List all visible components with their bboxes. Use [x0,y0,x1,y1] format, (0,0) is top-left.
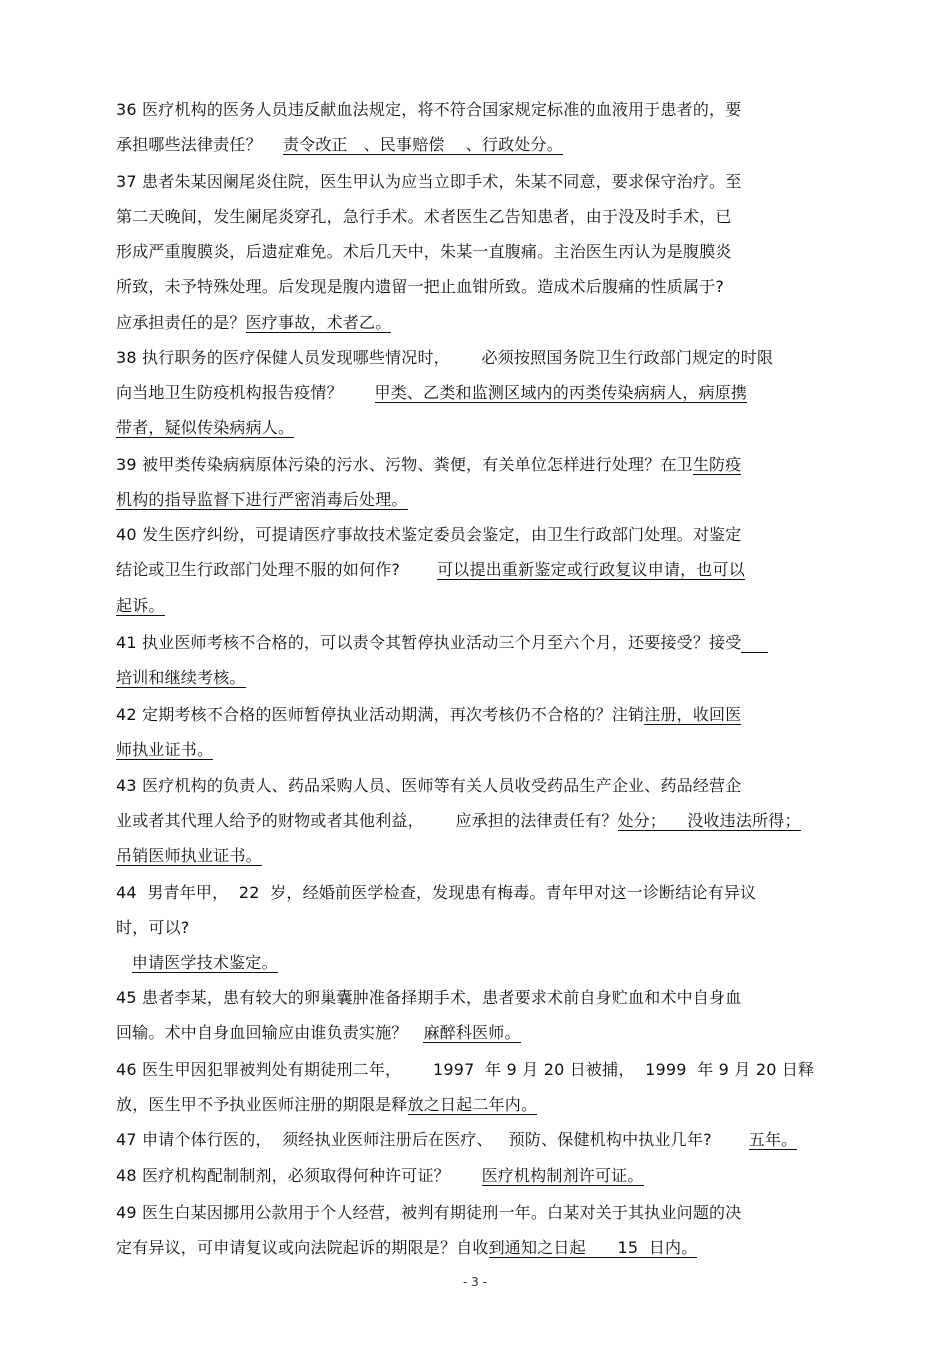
text-line [116,490,408,510]
text-line [116,242,732,262]
text-line [116,846,262,866]
answer-text: 医疗机构制剂许可证。 [481,1166,644,1185]
question-text: 结论或卫生行政部门处理不服的如何作? [116,560,438,579]
answer-text: 起诉。 [116,596,165,615]
text-line [116,596,165,616]
question-text: 48 医疗机构配制制剂，必须取得何种许可证？ [116,1166,482,1185]
text-line [116,1060,814,1080]
question-text: 时，可以? [116,918,190,937]
answer-text [741,633,767,653]
answer-text: 麻醉科医师。 [423,1023,521,1042]
question-text: 44 男青年甲， 22 岁，经婚前医学检查，发现患有梅毒。青年甲对这一诊断结论有异议 [116,883,757,902]
answer-text: 注册，收回医 [644,705,742,724]
question-text: 形成严重腹膜炎，后遗症难免。术后几天中，朱某一直腹痛。主治医生丙认为是腹膜炎 [116,242,732,261]
text-line [116,668,246,688]
text-line [116,560,745,580]
text-line [116,633,768,653]
text-line [116,1166,644,1186]
text-line [116,953,278,973]
text-line [116,1095,537,1115]
question-text: 第二天晚间，发生阑尾炎穿孔，急行手术。术者医生乙告知患者，由于没及时手术，已 [116,207,732,226]
text-line [116,988,741,1008]
text-line [116,1130,797,1150]
text-line [116,883,756,903]
question-text: 49 医生白某因挪用公款用于个人经营，被判有期徒刑一年。白某对关于其执业问题的决 [116,1203,742,1222]
page-number: - 3 - [463,1275,487,1289]
text-line [116,705,741,725]
answer-text: 培训和继续考核。 [116,668,246,687]
question-text: 47 申请个体行医的， 须经执业医师注册后在医疗、 预防、保健机构中执业几年? [116,1130,749,1149]
question-text: 定有异议，可申请复议或向法院起诉的期限是？自收 [116,1238,489,1257]
text-line [116,383,747,403]
question-text: 42 定期考核不合格的医师暂停执业活动期满，再次考核仍不合格的？注销 [116,705,645,724]
question-text: 回输。术中自身血回输应由谁负责实施？ [116,1023,424,1042]
answer-text: 责令改正 、民事赔偿 、行政处分。 [282,135,563,154]
question-text: 所致，未予特殊处理。后发现是腹内遗留一把止血钳所致。造成术后腹痛的性质属于? [116,277,725,296]
question-text: 41 执业医师考核不合格的，可以责令其暂停执业活动三个月至六个月，还要接受？接受 [116,633,742,652]
question-text: 承担哪些法律责任？ [116,135,283,154]
text-line [116,313,391,333]
answer-text: 师执业证书。 [116,740,214,759]
question-text: 37 患者朱某因阑尾炎住院，医生甲认为应当立即手术，朱某不同意，要求保守治疗。至 [116,172,742,191]
answer-text: 带者，疑似传染病病人。 [116,418,295,437]
text-line [116,1203,741,1223]
text-line [116,207,732,227]
answer-text: 可以提出重新鉴定或行政复议申请，也可以 [437,560,745,579]
text-line [116,1238,697,1258]
question-text [116,953,132,972]
answer-text: 放之日起二年内。 [407,1095,538,1114]
question-text: 40 发生医疗纠纷，可提请医疗事故技术鉴定委员会鉴定，由卫生行政部门处理。对鉴定 [116,525,742,544]
text-line [116,455,741,475]
text-line [116,100,741,120]
text-line [116,135,563,155]
answer-text: 到通知之日起 15 日内。 [488,1238,698,1257]
text-line [116,776,741,796]
question-text: 业或者其代理人给予的财物或者其他利益， 应承担的法律责任有？ [116,811,618,830]
answer-text: 五年。 [748,1130,798,1149]
answer-text: 吊销医师执业证书。 [116,846,262,865]
question-text: 45 患者李某，患有较大的卵巢囊肿准备择期手术，患者要求术前自身贮血和术中自身血 [116,988,742,1007]
question-text: 46 医生甲因犯罪被判处有期徒刑二年， 1997 年 9 月 20 日被捕， 1999 年 9 月 20 日释 [116,1060,815,1079]
question-text: 放，医生甲不予执业医师注册的期限是释 [116,1095,408,1114]
question-text: 43 医疗机构的负责人、药品采购人员、医师等有关人员收受药品生产企业、药品经营企 [116,776,742,795]
question-text: 39 被甲类传染病病原体污染的污水、污物、粪便，有关单位怎样进行处理？在卫 [116,455,693,474]
answer-text: 医疗事故，术者乙。 [245,313,392,332]
answer-text: 处分； 没收违法所得； [617,811,801,830]
text-line [116,918,190,938]
question-text: 38 执行职务的医疗保健人员发现哪些情况时， 必须按照国务院卫生行政部门规定的时限 [116,348,774,367]
text-line [116,811,801,831]
text-line [116,348,773,368]
answer-text: 申请医学技术鉴定。 [131,953,278,972]
answer-text: 机构的指导监督下进行严密消毒后处理。 [116,490,408,509]
question-text: 向当地卫生防疫机构报告疫情？ [116,383,375,402]
text-line [116,525,741,545]
text-line [116,418,294,438]
text-line [116,172,741,192]
answer-text: 生防疫 [692,455,742,474]
text-line [116,277,724,297]
text-line [116,1023,521,1043]
question-text: 应承担责任的是？ [116,313,246,332]
question-text: 36 医疗机构的医务人员违反献血法规定，将不符合国家规定标准的血液用于患者的，要 [116,100,742,119]
text-line [116,740,213,760]
answer-text: 甲类、乙类和监测区域内的丙类传染病病人，病原携 [374,383,748,402]
